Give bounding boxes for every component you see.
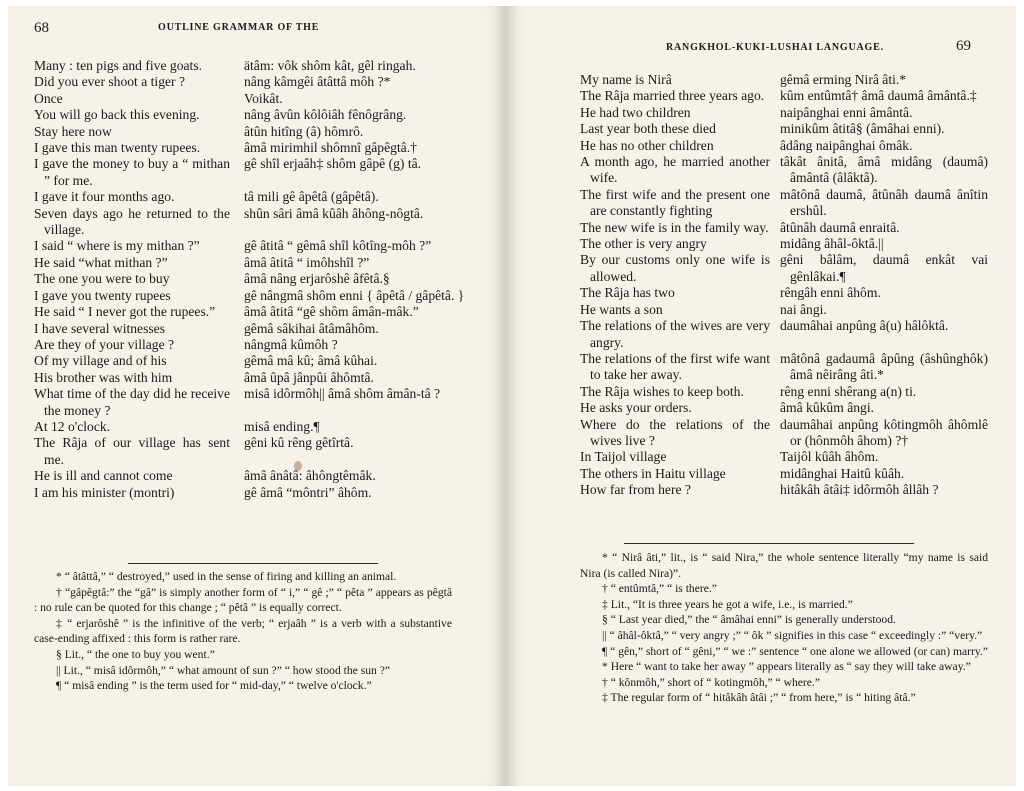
english-phrase: Seven days ago he returned to the village. xyxy=(34,205,230,238)
english-phrase: I gave it four months ago. xyxy=(34,189,175,205)
translation: gê âtitâ “ gêmâ shîl kôtîng-môh ?” xyxy=(244,238,432,254)
translation: rêng enni shêrang a(n) ti. xyxy=(780,383,917,399)
phrase-row xyxy=(34,271,470,287)
phrase-row xyxy=(34,156,470,189)
english-phrase: He said “ I never got the rupees.” xyxy=(34,304,216,320)
translation: minikûm âtitâ§ (âmâhai enni). xyxy=(780,121,945,137)
english-phrase: The one you were to buy xyxy=(34,271,170,287)
english-phrase: The Râja married three years ago. xyxy=(580,88,765,104)
phrase-row xyxy=(34,238,470,254)
english-phrase: You will go back this evening. xyxy=(34,107,200,123)
footnotes xyxy=(580,550,988,706)
phrase-row xyxy=(34,435,470,468)
translation: gê nângmâ shôm enni { âpêtâ / gâpêtâ. } xyxy=(244,287,465,303)
phrase-row xyxy=(580,72,988,88)
phrase-row xyxy=(580,302,988,318)
footnote: † “ entûmtâ,” “ is there.” xyxy=(602,582,717,596)
phrase-row xyxy=(34,124,470,140)
phrase-row xyxy=(34,419,470,435)
running-head: RANGKHOL-KUKI-LUSHAI LANGUAGE. xyxy=(666,42,884,53)
phrase-row xyxy=(580,400,988,416)
phrase-row xyxy=(34,58,470,74)
english-phrase: He had two children xyxy=(580,104,691,120)
phrase-row xyxy=(580,236,988,252)
english-phrase: The Râja wishes to keep both. xyxy=(580,383,744,399)
english-phrase: Are they of your village ? xyxy=(34,336,175,352)
english-phrase: He asks your orders. xyxy=(580,400,692,416)
translation: hitâkâh âtâi‡ idôrmôh âllâh ? xyxy=(780,482,939,498)
phrase-row xyxy=(580,482,988,498)
footnote: * “ Nirâ âti,” lit., is “ said Nira,” the whole sentence literally “my name is said Nira (is called Nira)”. xyxy=(580,551,988,580)
english-phrase: I gave you twenty rupees xyxy=(34,287,171,303)
phrase-row xyxy=(34,288,470,304)
phrase-table xyxy=(580,72,988,499)
phrase-row xyxy=(34,255,470,271)
english-phrase: I have several witnesses xyxy=(34,320,165,336)
translation: âtûn hitîng (â) hômrô. xyxy=(244,123,364,139)
english-phrase: Last year both these died xyxy=(580,121,716,137)
footnote: ‡ The regular form of “ hitâkâh âtâi ;” “ from here,” is “ hiting âtâ.” xyxy=(602,691,916,705)
english-phrase: What time of the day did he receive the money ? xyxy=(34,386,230,418)
english-phrase: I am his minister (montri) xyxy=(34,484,175,500)
phrase-row xyxy=(34,337,470,353)
english-phrase: He wants a son xyxy=(580,301,663,317)
phrase-row xyxy=(580,351,988,384)
translation: misâ ending.¶ xyxy=(244,418,320,434)
english-phrase: Many : ten pigs and five goats. xyxy=(34,58,203,73)
translation: âmâ ânâtâ: âhôngtêmâk. xyxy=(244,468,376,484)
translation: ätâm: vôk shôm kât, gêl ringah. xyxy=(244,58,416,73)
footnote: † “gâpêgtâ:” the “gâ” is simply another form of “ i,” “ gê ;” “ pêta ” appears as pêgtâ : no rule can be quoted for this change ; “ pêtâ ” is equally correct. xyxy=(34,585,452,615)
translation: gêmâ erming Nirâ âti.* xyxy=(780,72,907,87)
footnote-rule xyxy=(624,543,914,544)
phrase-row xyxy=(580,449,988,465)
translation: rêngâh enni âhôm. xyxy=(780,285,881,301)
english-phrase: A month ago, he married another wife. xyxy=(580,154,770,186)
footnote: ¶ “ misâ ending ” is the term used for “ mid-day,” “ twelve o'clock.” xyxy=(56,679,372,693)
translation: âdâng naipânghai ômâk. xyxy=(780,137,913,153)
translation: Voikât. xyxy=(244,90,283,106)
phrase-row xyxy=(580,138,988,154)
phrase-row xyxy=(34,189,470,205)
translation: nai ângi. xyxy=(780,301,827,317)
translation: daumâhai anpûng kôtingmôh âhômlê or (hônmôh âhom) ?† xyxy=(780,416,988,448)
translation: misâ idôrmôh|| âmâ shôm âmân-tâ ? xyxy=(244,386,441,402)
phrase-row xyxy=(34,304,470,320)
footnote: § Lit., “ the one to buy you went.” xyxy=(56,647,215,661)
translation: âmâ nâng erjarôshê âfêtâ.§ xyxy=(244,271,390,287)
phrase-row xyxy=(34,140,470,156)
page-number: 68 xyxy=(34,20,49,36)
translation: âmâ âtitâ “gê shôm âmân-mâk.” xyxy=(244,304,419,320)
phrase-row xyxy=(580,466,988,482)
translation: âmâ kûkûm ângi. xyxy=(780,400,875,416)
english-phrase: My name is Nirâ xyxy=(580,72,672,87)
phrase-row xyxy=(34,107,470,123)
translation: gêmâ sâkihai âtâmâhôm. xyxy=(244,320,379,336)
translation: tâkât ânitâ, âmâ midâng (daumâ) âmântâ (âlâktâ). xyxy=(780,154,988,186)
ink-stain xyxy=(294,461,302,471)
english-phrase: Of my village and of his xyxy=(34,353,167,369)
translation: nângmâ kûmôh ? xyxy=(244,336,338,352)
english-phrase: The relations of the wives are very angry. xyxy=(580,318,770,350)
translation: midânghai Haitû kûâh. xyxy=(780,465,905,481)
translation: tâ mili gê âpêtâ (gâpêtâ). xyxy=(244,189,379,205)
english-phrase: At 12 o'clock. xyxy=(34,418,111,434)
phrase-row xyxy=(34,321,470,337)
phrase-row xyxy=(34,386,470,419)
page-number: 69 xyxy=(956,38,971,54)
english-phrase: The other is very angry xyxy=(580,236,707,252)
footnote: || “ âhâl-ôktâ,” “ very angry ;” “ ôk ” signifies in this case “ exceedingly :” “very.” xyxy=(602,628,983,642)
footnote: * Here “ want to take her away ” appears literally as “ say they will take away.” xyxy=(602,660,971,674)
footnote: * “ âtâttâ,” “ destroyed,” used in the sense of firing and killing an animal. xyxy=(56,570,397,583)
english-phrase: The Râja of our village has sent me. xyxy=(34,435,230,467)
translation: Taijôl kûâh âhôm. xyxy=(780,449,879,465)
translation: mâtônâ gadaumâ âpûng (âshûnghôk) âmâ nêirâng âti.* xyxy=(780,350,988,383)
english-phrase: I said “ where is my mithan ?” xyxy=(34,238,200,254)
translation: âtûnâh daumâ enraitâ. xyxy=(780,219,900,235)
phrase-row xyxy=(580,252,988,285)
english-phrase: Once xyxy=(34,90,63,106)
phrase-row xyxy=(34,353,470,369)
english-phrase: He said “what mithan ?” xyxy=(34,254,168,270)
footnote: § “ Last year died,” the “ âmâhai enni” is generally understood. xyxy=(602,613,896,627)
translation: gê âmâ “môntri” âhôm. xyxy=(244,484,372,500)
english-phrase: The Râja has two xyxy=(580,285,675,301)
right-page xyxy=(506,6,1016,786)
english-phrase: He has no other children xyxy=(580,137,714,153)
translation: gêni bâlâm, daumâ enkât vai gênlâkai.¶ xyxy=(780,252,988,284)
translation: nâng âvûn kôlôiâh fênôgrâng. xyxy=(244,107,407,123)
phrase-row xyxy=(580,187,988,220)
running-head: OUTLINE GRAMMAR OF THE xyxy=(158,22,320,33)
footnote: † “ kônmôh,” short of “ kotingmôh,” “ where.” xyxy=(602,675,820,689)
english-phrase: The others in Haitu village xyxy=(580,465,726,481)
footnote: ‡ “ erjarôshê ” is the infinitive of the verb; “ erjaâh ” is a verb with a substantive case-ending affixed : this form is rather rare. xyxy=(34,616,452,646)
english-phrase: In Taijol village xyxy=(580,449,667,465)
english-phrase: His brother was with him xyxy=(34,369,173,385)
english-phrase: The first wife and the present one are constantly fighting xyxy=(580,186,770,219)
phrase-row xyxy=(34,468,470,484)
phrase-row xyxy=(34,74,470,90)
footnotes xyxy=(34,569,452,694)
phrase-row xyxy=(34,485,470,501)
translation: gêmâ mâ kû; âmâ kûhai. xyxy=(244,353,378,369)
phrase-row xyxy=(580,220,988,236)
footnote: ‡ Lit., “It is three years he got a wife, i.e., is married.” xyxy=(602,597,853,611)
english-phrase: I gave the money to buy a “ mithan ” for me. xyxy=(34,156,230,188)
english-phrase: Where do the relations of the wives live ? xyxy=(580,416,770,448)
translation: mâtônâ daumâ, âtûnâh daumâ ânîtin ershûl. xyxy=(780,186,988,219)
english-phrase: He is ill and cannot come xyxy=(34,468,173,484)
phrase-table xyxy=(34,58,470,501)
translation: kûm entûmtâ† âmâ daumâ âmântâ.‡ xyxy=(780,88,977,104)
translation: âmâ mirimhil shômnî gâpêgtâ.† xyxy=(244,140,417,156)
translation: gê shîl erjaâh‡ shôm gâpê (g) tâ. xyxy=(244,156,422,172)
translation: nâng kâmgêi âtâttâ môh ?* xyxy=(244,74,391,90)
english-phrase: I gave this man twenty rupees. xyxy=(34,140,201,156)
phrase-row xyxy=(580,105,988,121)
english-phrase: Stay here now xyxy=(34,123,112,139)
footnote: || Lit., “ misâ idôrmôh,” “ what amount of sun ?” “ how stood the sun ?” xyxy=(56,663,391,677)
translation: daumâhai anpûng â(u) hâlôktâ. xyxy=(780,318,949,334)
footnote-rule xyxy=(128,563,378,564)
english-phrase: By our customs only one wife is allowed. xyxy=(580,252,770,284)
translation: naipânghai enni âmântâ. xyxy=(780,104,913,120)
translation: shûn sâri âmâ kûâh âhông-nôgtâ. xyxy=(244,205,424,221)
phrase-row xyxy=(34,370,470,386)
phrase-row xyxy=(580,154,988,187)
english-phrase: The new wife is in the family way. xyxy=(580,219,769,235)
phrase-row xyxy=(580,384,988,400)
translation: gêni kû rêng gêtîrtâ. xyxy=(244,435,354,451)
phrase-row xyxy=(34,206,470,239)
footnote: ¶ “ gên,” short of “ gêni,” “ we :” sentence “ one alone we allowed (or can) marry.” xyxy=(602,644,988,658)
phrase-row xyxy=(580,121,988,137)
left-page xyxy=(8,6,505,786)
phrase-row xyxy=(580,285,988,301)
english-phrase: Did you ever shoot a tiger ? xyxy=(34,74,185,90)
translation: âmâ âtitâ “ imôhshîl ?” xyxy=(244,254,370,270)
english-phrase: How far from here ? xyxy=(580,482,691,498)
english-phrase: The relations of the first wife want to take her away. xyxy=(580,350,770,383)
translation: âmâ ûpâ jânpûi âhômtâ. xyxy=(244,369,374,385)
phrase-row xyxy=(580,318,988,351)
translation: midâng âhâl-ôktâ.|| xyxy=(780,236,884,252)
phrase-row xyxy=(580,88,988,104)
phrase-row xyxy=(34,91,470,107)
phrase-row xyxy=(580,417,988,450)
